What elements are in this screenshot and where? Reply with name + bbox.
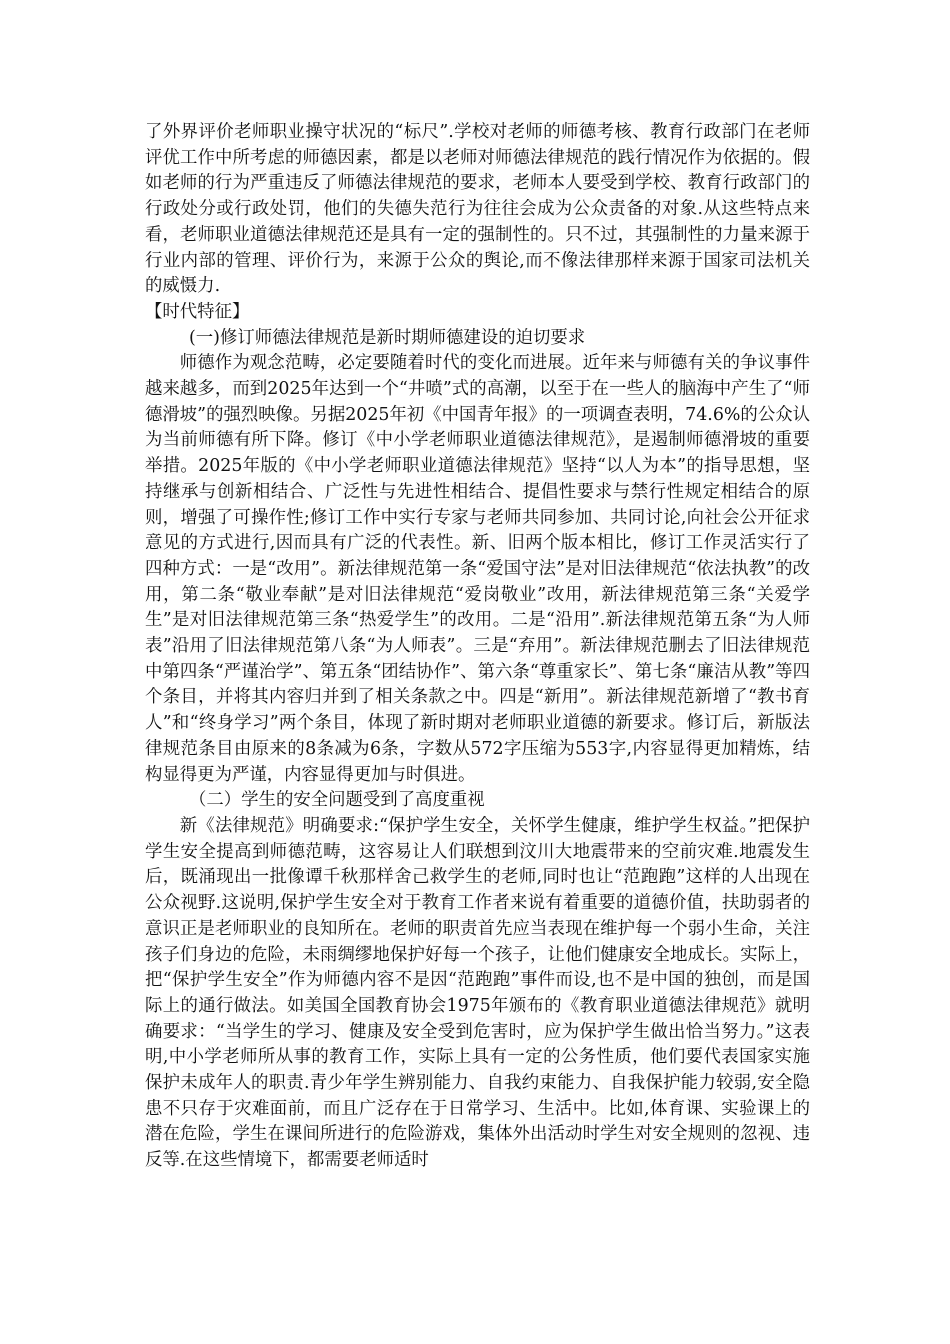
paragraph-safety: 新《法律规范》明确要求:“保护学生安全，关怀学生健康，维护学生权益。”把保护学生安全提高到师德范畴，这容易让人们联想到汶川大地震带来的空前灾难.地震发生后，既涌现出一批像谭千秋那样舍己救学生的老师,同时也让“范跑跑”这样的人出现在公众视野.这说明,保护学生安全对于教育工作者来说有着重要的道德价值，扶助弱者的意识正是老师职业的良知所在。老师的职责首先应当表现在维护每一个弱小生命，关注孩子们身边的危险，未雨绸缪地保护好每一个孩子，让他们健康安全地成长。实际上，把“保护学生安全”作为师德内容不是因“范跑跑”事件而设,也不是中国的独创，而是国际上的通行做法。如美国全国教育协会1975年颁布的《教育职业道德法律规范》就明确要求：“当学生的学习、健康及安全受到危害时，应为保护学生做出恰当努力。”这表明,中小学老师所从事的教育工作，实际上具有一定的公务性质，他们要代表国家实施保护未成年人的职责.青少年学生辨别能力、自我约束能力、自我保护能力较弱,安全隐患不只存于灾难面前，而且广泛存在于日常学习、生活中。比如,体育课、实验课上的潜在危险，学生在课间所进行的危险游戏，集体外出活动时学生对安全规则的忽视、违反等.在这些情境下，都需要老师适时 bbox=[145, 815, 810, 1171]
paragraph-revision: 师德作为观念范畴，必定要随着时代的变化而进展。近年来与师德有关的争议事件越来越多，而到2025年达到一个“井喷”式的高潮，以至于在一些人的脑海中产生了“师德滑坡”的强烈映像。另据2025年初《中国青年报》的一项调查表明，74.6%的公众认为当前师德有所下降。修订《中小学老师职业道德法律规范》，是遏制师德滑坡的重要举措。2025年版的《中小学老师职业道德法律规范》坚持“以人为本”的指导思想，坚持继承与创新相结合、广泛性与先进性相结合、提倡性要求与禁行性规定相结合的原则，增强了可操作性;修订工作中实行专家与老师共同参加、共同讨论,向社会公开征求意见的方式进行,因而具有广泛的代表性。新、旧两个版本相比，修订工作灵活实行了四种方式：一是“改用”。新法律规范第一条“爱国守法”是对旧法律规范“依法执教”的改用，第二条“敬业奉献”是对旧法律规范“爱岗敬业”改用，新法律规范第三条“关爱学生”是对旧法律规范第三条“热爱学生”的改用。二是“沿用”.新法律规范第五条“为人师表”沿用了旧法律规范第八条“为人师表”。三是“弃用”。新法律规范删去了旧法律规范中第四条“严谨治学”、第五条“团结协作”、第六条“尊重家长”、第七条“廉洁从教”等四个条目，并将其内容归并到了相关条款之中。四是“新用”。新法律规范新增了“教书育人”和“终身学习”两个条目，体现了新时期对老师职业道德的新要求。修订后，新版法律规范条目由原来的8条减为6条，字数从572字压缩为553字,内容显得更加精炼，结构显得更为严谨，内容显得更加与时俱进。 bbox=[145, 353, 810, 785]
section-title: 【时代特征】 bbox=[145, 301, 250, 322]
subheading-1: (一)修订师德法律规范是新时期师德建设的迫切要求 bbox=[189, 327, 586, 348]
paragraph-continued: 了外界评价老师职业操守状况的“标尺”.学校对老师的师德考核、教育行政部门在老师评优工作中所考虑的师德因素，都是以老师对师德法律规范的践行情况作为依据的。假如老师的行为严重违反了师德法律规范的要求，老师本人要受到学校、教育行政部门的行政处分或行政处罚，他们的失德失范行为往往会成为公众责备的对象.从这些特点来看，老师职业道德法律规范还是具有一定的强制性的。只不过，其强制性的力量来源于行业内部的管理、评价行为，来源于公众的舆论,而不像法律那样来源于国家司法机关的威慑力. bbox=[145, 122, 810, 297]
document-page bbox=[145, 120, 810, 1174]
subheading-2: （二）学生的安全问题受到了高度重视 bbox=[189, 790, 485, 811]
